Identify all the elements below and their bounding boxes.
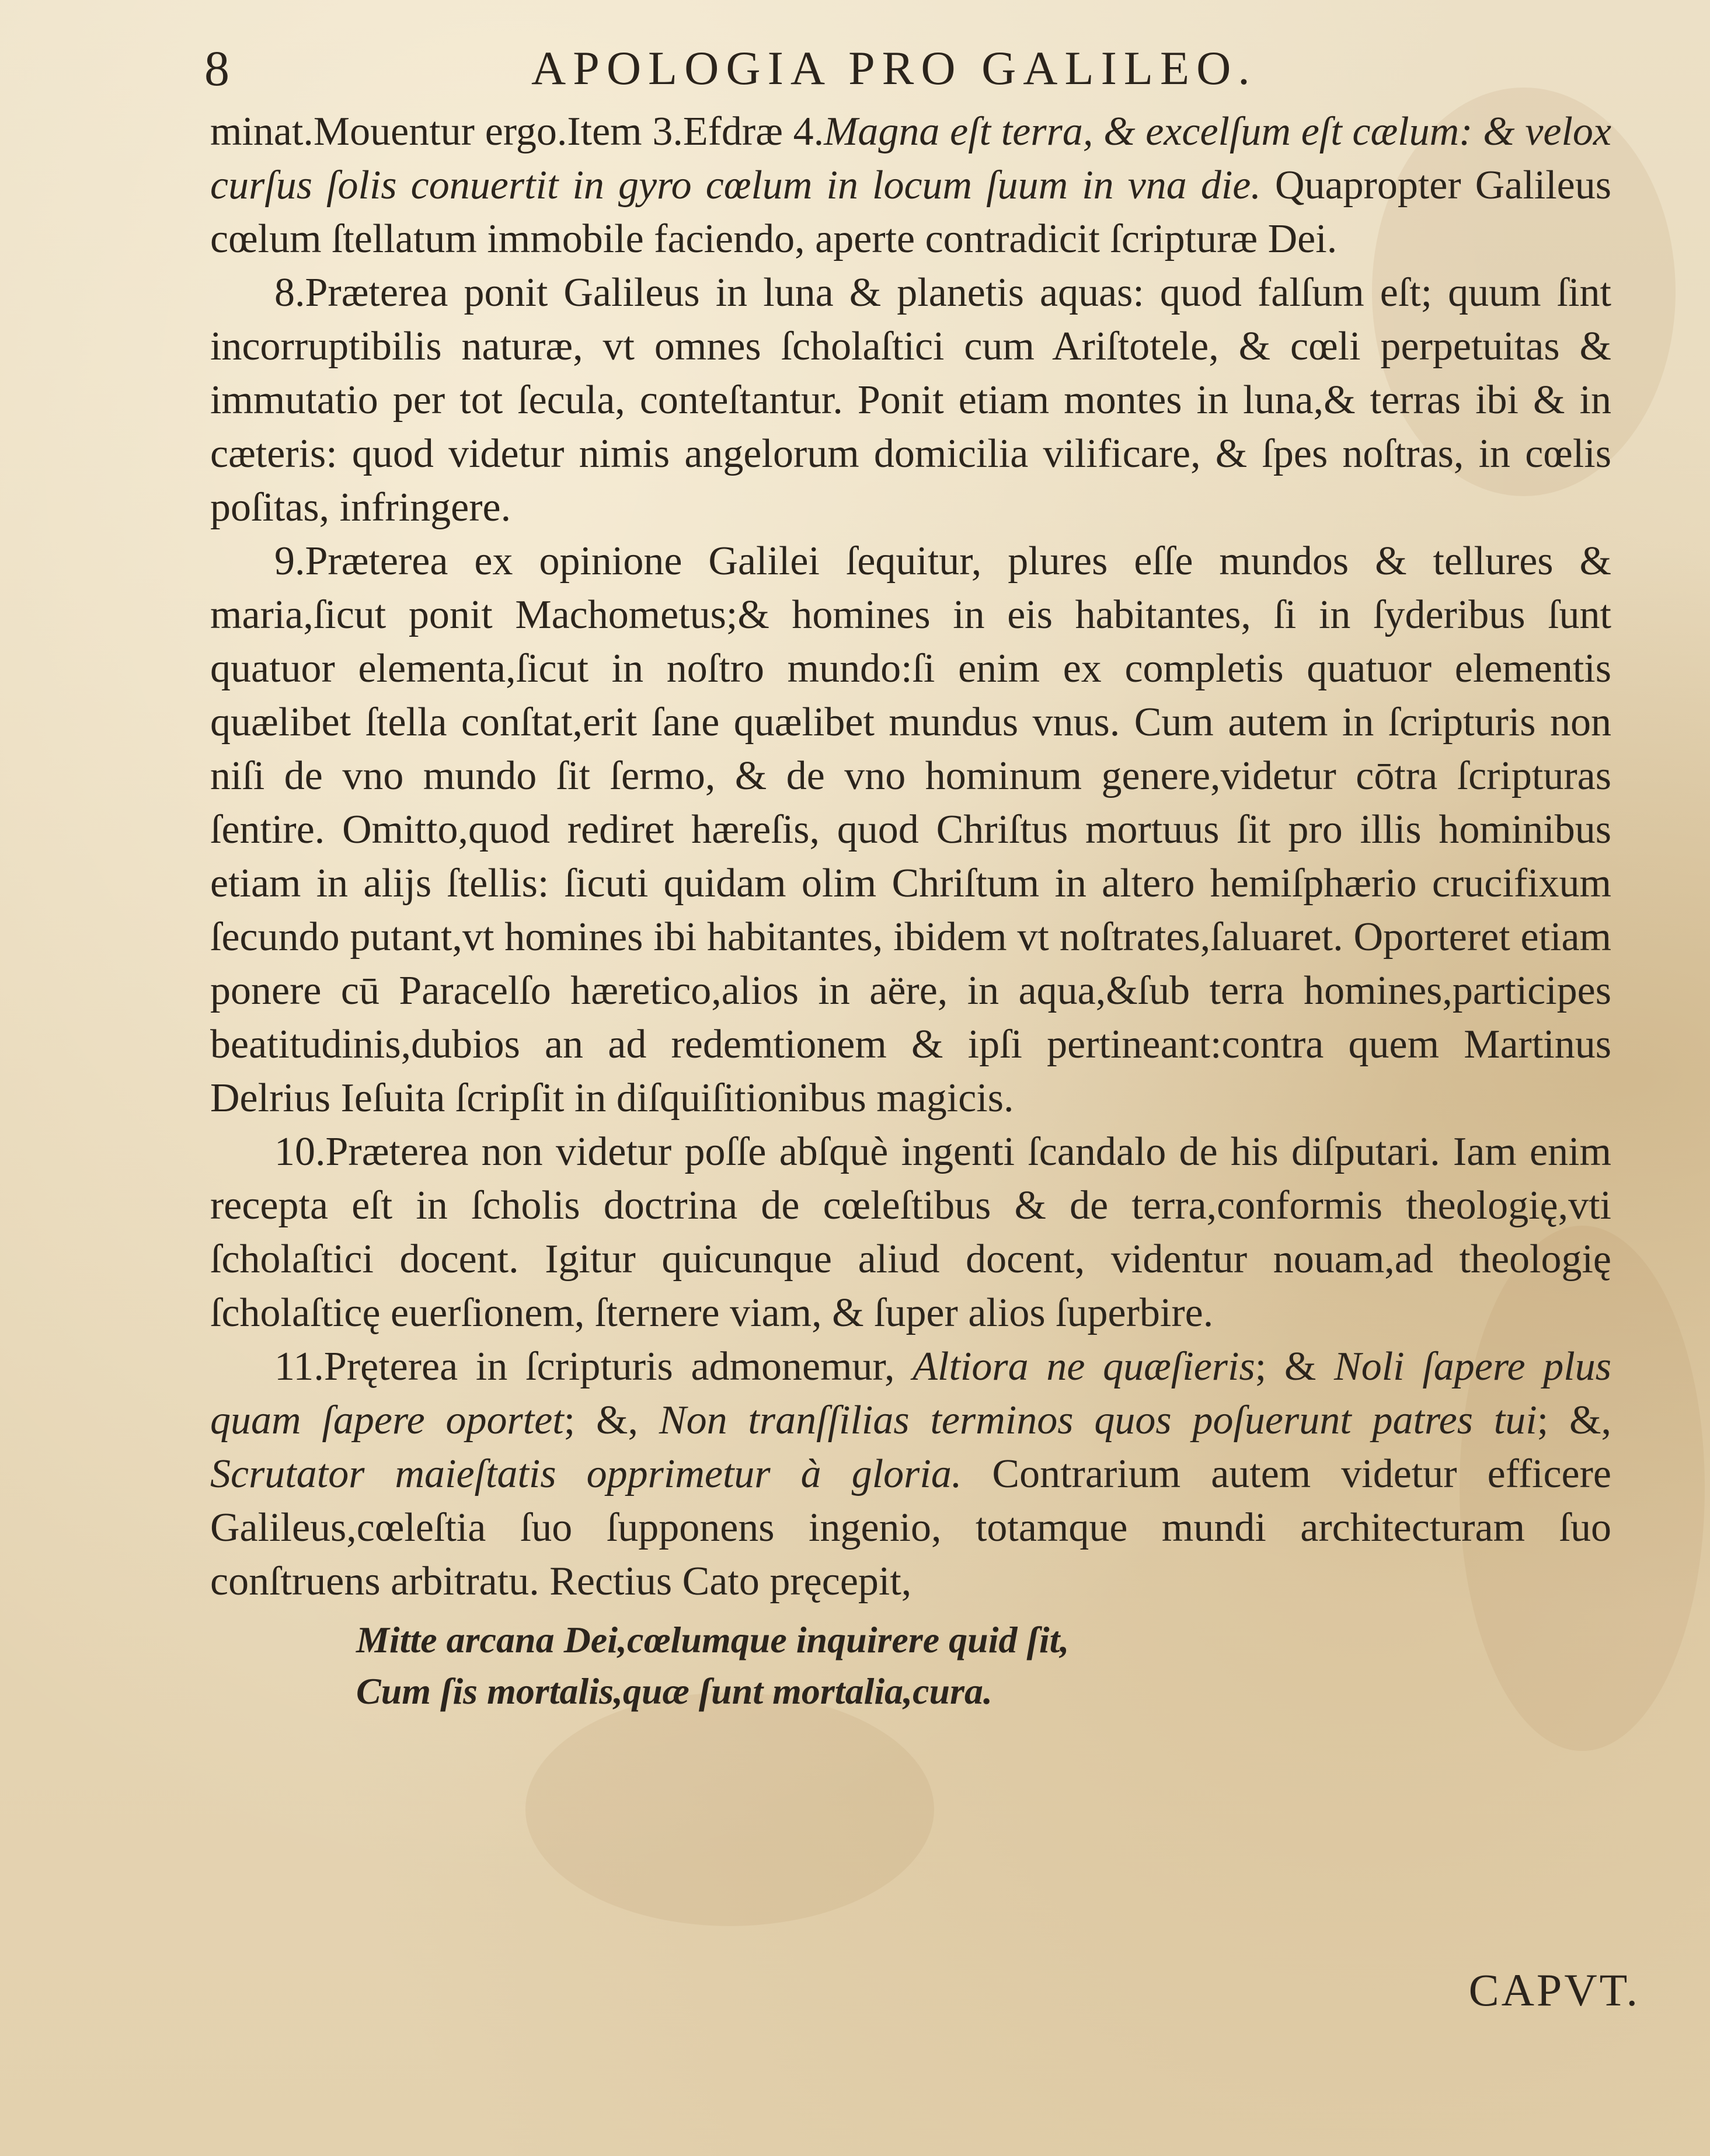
italic-quotation: Non tranſſilias terminos quos poſuerunt patres tui <box>659 1398 1537 1443</box>
italic-quotation: Scrutator maieſtatis opprimetur à gloria. <box>210 1452 962 1496</box>
paragraph <box>210 535 1611 1125</box>
verse-quotation <box>210 1614 1611 1717</box>
catchword: CAPVT. <box>1468 1965 1640 2015</box>
italic-quotation: Magna eſt terra, & excelſum eſt cælum: & velox curſus ſolis conuertit in gyro cœlum in locum ſuum in vna die. <box>210 109 1611 208</box>
text-run: 9.Præterea ex opinione Galilei ſequitur, plures eſſe mundos & tellures & maria,ſicut ponit Machometus;& homines in eis habitantes, ſi in ſyderibus ſunt quatuor elementa,ſicut in noſtro mundo:ſi enim ex completis quatuor elementis quælibet ſtella conſtat,erit ſane quælibet mundus vnus. Cum autem in ſcripturis non niſi de vno mundo ſit ſermo, & de vno hominum genere,videtur cōtra ſcripturas ſentire. Omitto,quod rediret hæreſis, quod Chriſtus mortuus ſit pro illis hominibus etiam in alijs ſtellis: ſicuti quidam olim Chriſtum in altero hemiſphærio crucifixum ſecundo putant,vt homines ibi habitantes, ibidem vt noſtrates,ſaluaret. Oporteret etiam ponere cū Paracelſo hæretico,alios in aëre, in aqua,&ſub terra homines,participes beatitudinis,dubios an ad redemtionem & ipſi pertineant:contra quem Martinus Delrius Ieſuita ſcripſit in diſquiſitionibus magicis. <box>210 539 1611 1121</box>
verse-line: Mitte arcana Dei,cœlumque inquirere quid ſit, <box>356 1619 1070 1660</box>
page-header <box>204 36 1617 100</box>
paragraph <box>210 1340 1611 1609</box>
text-run: ; &, <box>563 1398 659 1443</box>
text-run: Quapropter Galileus cœlum ſtellatum immobile faciendo, aperte contradicit ſcripturæ Dei. <box>210 163 1611 261</box>
text-run: ; & <box>1255 1344 1335 1389</box>
text-run: 10.Præterea non videtur poſſe abſquè ingenti ſcandalo de his diſputari. Iam enim recepta eſt in ſcholis doctrina de cœleſtibus & de terra,conformis theologię,vti ſcholaſtici docent. Igitur quicunque aliud docent, videntur nouam,ad theologię ſcholaſticę euerſionem, ſternere viam, & ſuper alios ſuperbire. <box>210 1129 1611 1335</box>
body-text <box>210 105 1611 1717</box>
paragraph <box>210 266 1611 535</box>
text-run: 11.Pręterea in ſcripturis admonemur, <box>274 1344 913 1389</box>
running-title: APOLOGIA PRO GALILEO. <box>531 41 1257 95</box>
verse-line: Cum ſis mortalis,quæ ſunt mortalia,cura. <box>356 1670 993 1712</box>
text-run: minat.Mouentur ergo.Item 3.Efdræ 4. <box>210 109 824 154</box>
text-run: Contrarium autem videtur efficere Galileus,cœleſtia ſuo ſupponens ingenio, totamque mundi architecturam ſuo conſtruens arbitratu. Rectius Cato pręcepit, <box>210 1452 1611 1604</box>
italic-quotation: Noli ſapere plus quam ſapere oportet <box>210 1344 1611 1443</box>
paragraph <box>210 1125 1611 1340</box>
text-run: ; &, <box>1537 1398 1611 1443</box>
page-number: 8 <box>204 40 229 96</box>
paragraph <box>210 105 1611 266</box>
text-run: 8.Præterea ponit Galileus in luna & planetis aquas: quod falſum eſt; quum ſint incorruptibilis naturæ, vt omnes ſcholaſtici cum Ariſtotele, & cœli perpetuitas & immutatio per tot ſecula, conteſtantur. Ponit etiam montes in luna,& terras ibi & in cæteris: quod videtur nimis angelorum domicilia vilificare, & ſpes noſtras, in cœlis poſitas, infringere. <box>210 270 1611 530</box>
italic-quotation: Altiora ne quæſieris <box>913 1344 1255 1389</box>
paper-stain <box>525 1693 934 1926</box>
